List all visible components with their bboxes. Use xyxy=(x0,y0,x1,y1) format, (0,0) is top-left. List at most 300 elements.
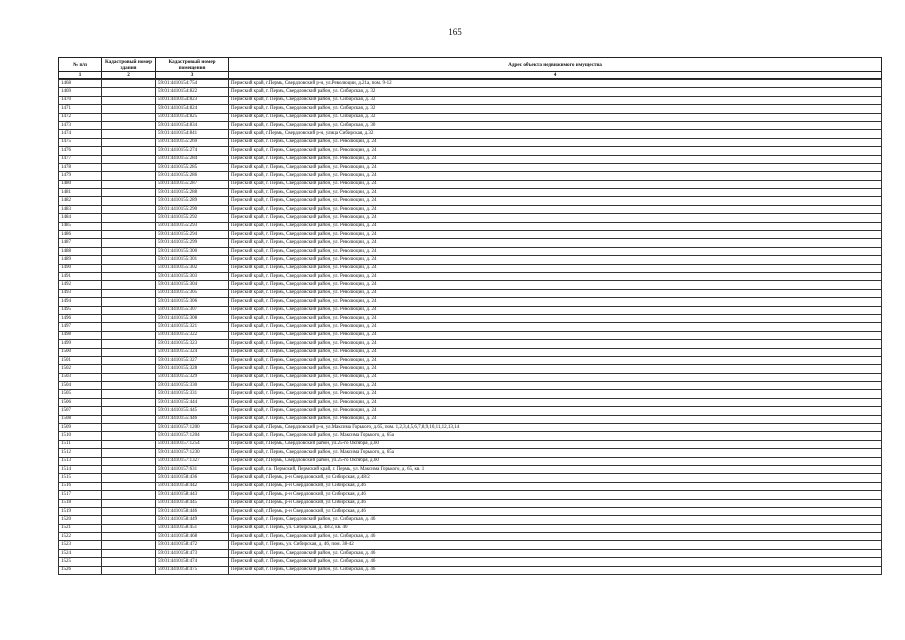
building-number-cell xyxy=(102,382,156,390)
address-cell: Пермский край, г. Пермь, Свердловский район, ул. Революции, д. 24 xyxy=(229,155,882,163)
row-number-cell: 1489 xyxy=(59,256,102,264)
premises-number-cell: 59:01:4410155:269 xyxy=(156,138,229,146)
table-row xyxy=(59,323,882,331)
address-cell: Пермский край, г.Пермь, Свердловский р-н, ул.Революции, д.21а, пом. 9-12 xyxy=(229,80,882,88)
address-cell: Пермский край, г.Пермь, р-н Свердловский, ул Сибирская, д.46 xyxy=(229,491,882,499)
building-number-cell xyxy=(102,424,156,432)
address-cell: Пермский край, г. Пермь, Свердловский район, ул. Революции, д. 24 xyxy=(229,180,882,188)
building-number-cell xyxy=(102,197,156,205)
address-cell: Пермский край, г. Пермь, Свердловский район, ул. Революции, д. 24 xyxy=(229,205,882,213)
premises-number-cell: 59:01:4410155:305 xyxy=(156,289,229,297)
table-row xyxy=(59,88,882,96)
building-number-cell xyxy=(102,138,156,146)
row-number-cell: 1521 xyxy=(59,524,102,532)
building-number-cell xyxy=(102,231,156,239)
building-number-cell xyxy=(102,516,156,524)
building-number-cell xyxy=(102,524,156,532)
row-number-cell: 1483 xyxy=(59,205,102,213)
table-row xyxy=(59,155,882,163)
premises-number-cell: 59:01:4410155:328 xyxy=(156,365,229,373)
table-row xyxy=(59,247,882,255)
row-number-cell: 1484 xyxy=(59,214,102,222)
address-cell: Пермский край, г. Пермь, Свердловский район, ул. Сибирская, д. 32 xyxy=(229,96,882,104)
table-row xyxy=(59,130,882,138)
row-number-cell: 1493 xyxy=(59,289,102,297)
row-number-cell: 1509 xyxy=(59,424,102,432)
row-number-cell: 1497 xyxy=(59,323,102,331)
premises-number-cell: 59:01:4410155:329 xyxy=(156,373,229,381)
row-number-cell: 1504 xyxy=(59,382,102,390)
row-number-cell: 1502 xyxy=(59,365,102,373)
building-number-cell xyxy=(102,130,156,138)
row-number-cell: 1523 xyxy=(59,541,102,549)
building-number-cell xyxy=(102,491,156,499)
table-row xyxy=(59,272,882,280)
building-number-cell xyxy=(102,558,156,566)
building-number-cell xyxy=(102,163,156,171)
table-row xyxy=(59,373,882,381)
table-row xyxy=(59,256,882,264)
building-number-cell xyxy=(102,340,156,348)
building-number-cell xyxy=(102,105,156,113)
address-cell: Пермский край, г.Пермь, р-н Свердловский, ул Сибирская, д.46 xyxy=(229,507,882,515)
premises-number-cell: 59:01:4410155:444 xyxy=(156,398,229,406)
table-row xyxy=(59,424,882,432)
address-cell: Пермский край, г. Пермь, Свердловский район, ул. Революции, д. 24 xyxy=(229,214,882,222)
building-number-cell xyxy=(102,507,156,515)
building-number-cell xyxy=(102,541,156,549)
table-row xyxy=(59,163,882,171)
row-number-cell: 1500 xyxy=(59,348,102,356)
row-number-cell: 1494 xyxy=(59,298,102,306)
premises-number-cell: 59:01:4410155:322 xyxy=(156,331,229,339)
premises-number-cell: 59:01:4410155:323 xyxy=(156,340,229,348)
row-number-cell: 1485 xyxy=(59,222,102,230)
building-number-cell xyxy=(102,348,156,356)
premises-number-cell: 59:01:4410155:307 xyxy=(156,306,229,314)
table-row xyxy=(59,113,882,121)
row-number-cell: 1517 xyxy=(59,491,102,499)
address-cell: Пермский край, г. Пермь, ул. Сибирская, д. 46, пом. 38-42 xyxy=(229,541,882,549)
table-row xyxy=(59,189,882,197)
row-number-cell: 1469 xyxy=(59,88,102,96)
premises-number-cell: 59:01:4410158:449 xyxy=(156,516,229,524)
row-number-cell: 1505 xyxy=(59,390,102,398)
row-number-cell: 1522 xyxy=(59,533,102,541)
building-number-cell xyxy=(102,390,156,398)
address-cell: Пермский край, г. Пермь, Свердловский район, ул. Революции, д. 24 xyxy=(229,398,882,406)
table-row xyxy=(59,356,882,364)
premises-number-cell: 59:01:4410157:1200 xyxy=(156,424,229,432)
building-number-cell xyxy=(102,113,156,121)
premises-number-cell: 59:01:4410155:288 xyxy=(156,189,229,197)
building-number-cell xyxy=(102,482,156,490)
address-cell: Пермский край, г. Пермь, Свердловский район, ул. Революции, д. 24 xyxy=(229,314,882,322)
table-row xyxy=(59,289,882,297)
address-cell: Пермский край, г. Пермь, Свердловский район, ул. Революции, д. 24 xyxy=(229,222,882,230)
building-number-cell xyxy=(102,533,156,541)
table-row xyxy=(59,264,882,272)
address-cell: Пермский край, г. Пермь, Свердловский район, ул. Революции, д. 24 xyxy=(229,231,882,239)
table-row xyxy=(59,415,882,423)
row-number-cell: 1490 xyxy=(59,264,102,272)
address-cell: Пермский край, г. Пермь, Свердловский район, ул. Революции, д. 24 xyxy=(229,264,882,272)
table-row xyxy=(59,482,882,490)
row-number-cell: 1480 xyxy=(59,180,102,188)
building-number-cell xyxy=(102,365,156,373)
building-number-cell xyxy=(102,80,156,88)
address-cell: Пермский край, г. Пермь, Свердловский район, ул. Сибирская, д. 46 xyxy=(229,549,882,557)
table-row xyxy=(59,331,882,339)
row-number-cell: 1488 xyxy=(59,247,102,255)
table-row xyxy=(59,105,882,113)
row-number-cell: 1478 xyxy=(59,163,102,171)
header-col-building: Кадастровый номер здания xyxy=(102,58,156,72)
table-row xyxy=(59,499,882,507)
address-cell: Пермский край, г. Пермь, Свердловский район, ул. Революции, д. 24 xyxy=(229,306,882,314)
address-cell: Пермский край, г. Пермь, Свердловский район, ул. Революции, д. 24 xyxy=(229,138,882,146)
address-cell: Пермский край, г. Пермь, Свердловский район, ул. Революции, д. 24 xyxy=(229,289,882,297)
table-header xyxy=(58,57,882,79)
building-number-cell xyxy=(102,289,156,297)
premises-number-cell: 59:01:4410155:306 xyxy=(156,298,229,306)
premises-number-cell: 59:01:4410158:472 xyxy=(156,541,229,549)
premises-number-cell: 59:01:4410155:287 xyxy=(156,180,229,188)
table-row xyxy=(59,96,882,104)
building-number-cell xyxy=(102,180,156,188)
building-number-cell xyxy=(102,264,156,272)
premises-number-cell: 59:01:4410157:631 xyxy=(156,465,229,473)
address-cell: Пермский край, г. Пермь, Свердловский район, ул. Революции, д. 24 xyxy=(229,348,882,356)
table-row xyxy=(59,147,882,155)
row-number-cell: 1487 xyxy=(59,239,102,247)
address-cell: Пермский край, г. Пермь, Свердловский район, ул. Революции, д. 24 xyxy=(229,163,882,171)
table-row xyxy=(59,80,882,88)
premises-number-cell: 59:01:4410154:834 xyxy=(156,121,229,129)
premises-number-cell: 59:01:4410157:1204 xyxy=(156,432,229,440)
building-number-cell xyxy=(102,356,156,364)
table-row xyxy=(59,541,882,549)
row-number-cell: 1526 xyxy=(59,566,102,574)
address-cell: Пермский край, г.о. Пермский, Пермский край, г. Пермь, ул. Максима Горького, д. 65, кв. 1 xyxy=(229,465,882,473)
premises-number-cell: 59:01:4410155:290 xyxy=(156,205,229,213)
building-number-cell xyxy=(102,449,156,457)
row-number-cell: 1495 xyxy=(59,306,102,314)
header-index-3: 3 xyxy=(156,72,229,79)
row-number-cell: 1513 xyxy=(59,457,102,465)
building-number-cell xyxy=(102,247,156,255)
building-number-cell xyxy=(102,440,156,448)
premises-number-cell: 59:01:4410158:473 xyxy=(156,549,229,557)
premises-number-cell: 59:01:4410155:303 xyxy=(156,272,229,280)
address-cell: Пермский край, г. Пермь, Свердловский район, ул. Революции, д. 24 xyxy=(229,373,882,381)
row-number-cell: 1506 xyxy=(59,398,102,406)
building-number-cell xyxy=(102,306,156,314)
building-number-cell xyxy=(102,205,156,213)
table-row xyxy=(59,138,882,146)
premises-number-cell: 59:01:4410155:299 xyxy=(156,239,229,247)
address-cell: Пермский край, г. Пермь, Свердловский район, ул. Революции, д. 24 xyxy=(229,365,882,373)
address-cell: Пермский край, г. Пермь, ул. Сибирская, д. 48/2, кв. 40 xyxy=(229,524,882,532)
cadastral-table xyxy=(58,79,882,575)
row-number-cell: 1498 xyxy=(59,331,102,339)
address-cell: Пермский край, г.Пермь, Свердловский район, ул.25-го Октября, д.60 xyxy=(229,457,882,465)
address-cell: Пермский край, г. Пермь, Свердловский район, ул. Революции, д. 24 xyxy=(229,415,882,423)
premises-number-cell: 59:01:4410155:327 xyxy=(156,356,229,364)
premises-number-cell: 59:01:4410155:284 xyxy=(156,155,229,163)
premises-number-cell: 59:01:4410155:446 xyxy=(156,415,229,423)
row-number-cell: 1512 xyxy=(59,449,102,457)
building-number-cell xyxy=(102,239,156,247)
address-cell: Пермский край, г.Пермь, Свердловский район, ул.25-го Октября, д.60 xyxy=(229,440,882,448)
table-row xyxy=(59,465,882,473)
building-number-cell xyxy=(102,155,156,163)
premises-number-cell: 59:01:4410158:468 xyxy=(156,533,229,541)
premises-number-cell: 59:01:4410158:443 xyxy=(156,491,229,499)
building-number-cell xyxy=(102,281,156,289)
building-number-cell xyxy=(102,298,156,306)
row-number-cell: 1520 xyxy=(59,516,102,524)
premises-number-cell: 59:01:4410158:446 xyxy=(156,507,229,515)
table-row xyxy=(59,172,882,180)
table-row xyxy=(59,231,882,239)
table-row xyxy=(59,432,882,440)
table-row xyxy=(59,516,882,524)
building-number-cell xyxy=(102,457,156,465)
table-row xyxy=(59,533,882,541)
address-cell: Пермский край, г. Пермь, Свердловский район, ул. Революции, д. 24 xyxy=(229,323,882,331)
address-cell: Пермский край, г. Пермь, Свердловский район, ул. Максима Горького, д. 65а xyxy=(229,432,882,440)
building-number-cell xyxy=(102,189,156,197)
header-index-1: 1 xyxy=(59,72,102,79)
premises-number-cell: 59:01:4410155:330 xyxy=(156,382,229,390)
address-cell: Пермский край, г.Пермь, Свердловский р-н, ул.Максима Горького, д.65, пом. 1,2,3,4,5,6,7,8,9,10,11,12,13,14 xyxy=(229,424,882,432)
building-number-cell xyxy=(102,214,156,222)
premises-number-cell: 59:01:4410157:1254 xyxy=(156,440,229,448)
header-col-premises: Кадастровый номер помещения xyxy=(156,58,229,72)
address-cell: Пермский край, г. Пермь, Свердловский район, ул. Революции, д. 24 xyxy=(229,382,882,390)
table-row xyxy=(59,440,882,448)
table-row xyxy=(59,121,882,129)
table-row xyxy=(59,314,882,322)
address-cell: Пермский край, г. Пермь, Свердловский район, ул. Революции, д. 24 xyxy=(229,247,882,255)
address-cell: Пермский край, г.Пермь, р-н Свердловский, ул Сибирская, д.48/2 xyxy=(229,474,882,482)
row-number-cell: 1525 xyxy=(59,558,102,566)
row-number-cell: 1516 xyxy=(59,482,102,490)
premises-number-cell: 59:01:4410155:304 xyxy=(156,281,229,289)
building-number-cell xyxy=(102,432,156,440)
header-col-number: № п/п xyxy=(59,58,102,72)
table-row xyxy=(59,524,882,532)
premises-number-cell: 59:01:4410155:331 xyxy=(156,390,229,398)
row-number-cell: 1473 xyxy=(59,121,102,129)
premises-number-cell: 59:01:4410155:274 xyxy=(156,147,229,155)
row-number-cell: 1518 xyxy=(59,499,102,507)
building-number-cell xyxy=(102,407,156,415)
address-cell: Пермский край, г. Пермь, Свердловский район, ул. Революции, д. 24 xyxy=(229,356,882,364)
building-number-cell xyxy=(102,272,156,280)
address-cell: Пермский край, г. Пермь, Свердловский район, ул. Сибирская, д. 46 xyxy=(229,516,882,524)
row-number-cell: 1471 xyxy=(59,105,102,113)
table-row xyxy=(59,507,882,515)
premises-number-cell: 59:01:4410157:1230 xyxy=(156,449,229,457)
row-number-cell: 1503 xyxy=(59,373,102,381)
table-row xyxy=(59,457,882,465)
building-number-cell xyxy=(102,465,156,473)
row-number-cell: 1524 xyxy=(59,549,102,557)
address-cell: Пермский край, г. Пермь, Свердловский район, ул. Революции, д. 24 xyxy=(229,172,882,180)
row-number-cell: 1470 xyxy=(59,96,102,104)
row-number-cell: 1510 xyxy=(59,432,102,440)
address-cell: Пермский край, г. Пермь, Свердловский район, ул. Сибирская, д. 32 xyxy=(229,88,882,96)
premises-number-cell: 59:01:4410155:301 xyxy=(156,256,229,264)
premises-number-cell: 59:01:4410158:475 xyxy=(156,566,229,574)
table-row xyxy=(59,365,882,373)
address-cell: Пермский край, г. Пермь, Свердловский район, ул. Революции, д. 24 xyxy=(229,298,882,306)
address-cell: Пермский край, г. Пермь, Свердловский район, ул. Сибирская, д. 46 xyxy=(229,566,882,574)
address-cell: Пермский край, г. Пермь, Свердловский район, ул. Революции, д. 24 xyxy=(229,239,882,247)
address-cell: Пермский край, г. Пермь, Свердловский район, ул. Революции, д. 24 xyxy=(229,272,882,280)
premises-number-cell: 59:01:4410155:285 xyxy=(156,163,229,171)
row-number-cell: 1514 xyxy=(59,465,102,473)
building-number-cell xyxy=(102,323,156,331)
row-number-cell: 1492 xyxy=(59,281,102,289)
row-number-cell: 1476 xyxy=(59,147,102,155)
building-number-cell xyxy=(102,415,156,423)
table-row xyxy=(59,390,882,398)
premises-number-cell: 59:01:4410154:754 xyxy=(156,80,229,88)
premises-number-cell: 59:01:4410155:324 xyxy=(156,348,229,356)
row-number-cell: 1507 xyxy=(59,407,102,415)
row-number-cell: 1508 xyxy=(59,415,102,423)
premises-number-cell: 59:01:4410158:451 xyxy=(156,524,229,532)
table-row xyxy=(59,491,882,499)
header-index-4: 4 xyxy=(229,72,882,79)
premises-number-cell: 59:01:4410155:289 xyxy=(156,197,229,205)
address-cell: Пермский край, г. Пермь, Свердловский район, ул. Максима Горького, д. 65а xyxy=(229,449,882,457)
premises-number-cell: 59:01:4410155:292 xyxy=(156,214,229,222)
building-number-cell xyxy=(102,474,156,482)
premises-number-cell: 59:01:4410155:321 xyxy=(156,323,229,331)
row-number-cell: 1501 xyxy=(59,356,102,364)
row-number-cell: 1515 xyxy=(59,474,102,482)
address-cell: Пермский край, г. Пермь, Свердловский район, ул. Сибирская, д. 32 xyxy=(229,105,882,113)
row-number-cell: 1479 xyxy=(59,172,102,180)
table-row xyxy=(59,298,882,306)
building-number-cell xyxy=(102,566,156,574)
address-cell: Пермский край, г. Пермь, Свердловский район, ул. Революции, д. 24 xyxy=(229,340,882,348)
building-number-cell xyxy=(102,398,156,406)
building-number-cell xyxy=(102,549,156,557)
address-cell: Пермский край, г.Пермь, р-н Свердловский, ул Сибирская, д.46 xyxy=(229,499,882,507)
address-cell: Пермский край, г. Пермь, Свердловский район, ул. Сибирская, д. 46 xyxy=(229,558,882,566)
building-number-cell xyxy=(102,499,156,507)
building-number-cell xyxy=(102,88,156,96)
premises-number-cell: 59:01:4410155:302 xyxy=(156,264,229,272)
row-number-cell: 1499 xyxy=(59,340,102,348)
building-number-cell xyxy=(102,314,156,322)
address-cell: Пермский край, г. Пермь, Свердловский район, ул. Революции, д. 24 xyxy=(229,256,882,264)
premises-number-cell: 59:01:4410155:286 xyxy=(156,172,229,180)
row-number-cell: 1519 xyxy=(59,507,102,515)
building-number-cell xyxy=(102,222,156,230)
table-row xyxy=(59,306,882,314)
table-body xyxy=(59,80,882,575)
table-row xyxy=(59,348,882,356)
row-number-cell: 1468 xyxy=(59,80,102,88)
building-number-cell xyxy=(102,147,156,155)
address-cell: Пермский край, г. Пермь, Свердловский район, ул. Сибирская, д. 30 xyxy=(229,121,882,129)
premises-number-cell: 59:01:4410158:445 xyxy=(156,499,229,507)
address-cell: Пермский край, г. Пермь, Свердловский район, ул. Революции, д. 24 xyxy=(229,147,882,155)
row-number-cell: 1481 xyxy=(59,189,102,197)
address-cell: Пермский край, г. Пермь, Свердловский район, ул. Революции, д. 24 xyxy=(229,390,882,398)
address-cell: Пермский край, г. Пермь, Свердловский район, ул. Революции, д. 24 xyxy=(229,189,882,197)
row-number-cell: 1482 xyxy=(59,197,102,205)
table-row xyxy=(59,281,882,289)
row-number-cell: 1474 xyxy=(59,130,102,138)
building-number-cell xyxy=(102,373,156,381)
premises-number-cell: 59:01:4410158:442 xyxy=(156,482,229,490)
address-cell: Пермский край, г. Пермь, Свердловский район, ул. Революции, д. 24 xyxy=(229,331,882,339)
premises-number-cell: 59:01:4410154:822 xyxy=(156,88,229,96)
page-number: 165 xyxy=(448,27,462,37)
table-row xyxy=(59,180,882,188)
row-number-cell: 1477 xyxy=(59,155,102,163)
building-number-cell xyxy=(102,331,156,339)
address-cell: Пермский край, г.Пермь, Свердловский р-н, улица Сибирская, д.32 xyxy=(229,130,882,138)
table-row xyxy=(59,222,882,230)
premises-number-cell: 59:01:4410157:1327 xyxy=(156,457,229,465)
premises-number-cell: 59:01:4410155:293 xyxy=(156,222,229,230)
table-row xyxy=(59,407,882,415)
premises-number-cell: 59:01:4410158:474 xyxy=(156,558,229,566)
table-row xyxy=(59,449,882,457)
address-cell: Пермский край, г. Пермь, Свердловский район, ул. Революции, д. 24 xyxy=(229,281,882,289)
address-cell: Пермский край, г. Пермь, Свердловский район, ул. Революции, д. 24 xyxy=(229,197,882,205)
address-cell: Пермский край, г. Пермь, Свердловский район, ул. Сибирская, д. 32 xyxy=(229,113,882,121)
row-number-cell: 1475 xyxy=(59,138,102,146)
premises-number-cell: 59:01:4410155:294 xyxy=(156,231,229,239)
table-row xyxy=(59,558,882,566)
building-number-cell xyxy=(102,172,156,180)
building-number-cell xyxy=(102,256,156,264)
table-row xyxy=(59,239,882,247)
premises-number-cell: 59:01:4410158:436 xyxy=(156,474,229,482)
header-col-address: Адрес объекта недвижимого имущества xyxy=(229,58,882,72)
premises-number-cell: 59:01:4410155:308 xyxy=(156,314,229,322)
premises-number-cell: 59:01:4410154:841 xyxy=(156,130,229,138)
row-number-cell: 1486 xyxy=(59,231,102,239)
table-row xyxy=(59,197,882,205)
table-row xyxy=(59,474,882,482)
row-number-cell: 1472 xyxy=(59,113,102,121)
table-row xyxy=(59,398,882,406)
address-cell: Пермский край, г. Пермь, Свердловский район, ул. Сибирская, д. 46 xyxy=(229,533,882,541)
premises-number-cell: 59:01:4410155:445 xyxy=(156,407,229,415)
address-cell: Пермский край, г.Пермь, р-н Свердловский, ул Сибирская, д.46 xyxy=(229,482,882,490)
premises-number-cell: 59:01:4410154:823 xyxy=(156,96,229,104)
address-cell: Пермский край, г. Пермь, Свердловский район, ул. Революции, д. 24 xyxy=(229,407,882,415)
premises-number-cell: 59:01:4410154:824 xyxy=(156,105,229,113)
table-row xyxy=(59,214,882,222)
table-row xyxy=(59,205,882,213)
row-number-cell: 1511 xyxy=(59,440,102,448)
building-number-cell xyxy=(102,96,156,104)
premises-number-cell: 59:01:4410154:825 xyxy=(156,113,229,121)
table-row xyxy=(59,340,882,348)
table-row xyxy=(59,566,882,574)
